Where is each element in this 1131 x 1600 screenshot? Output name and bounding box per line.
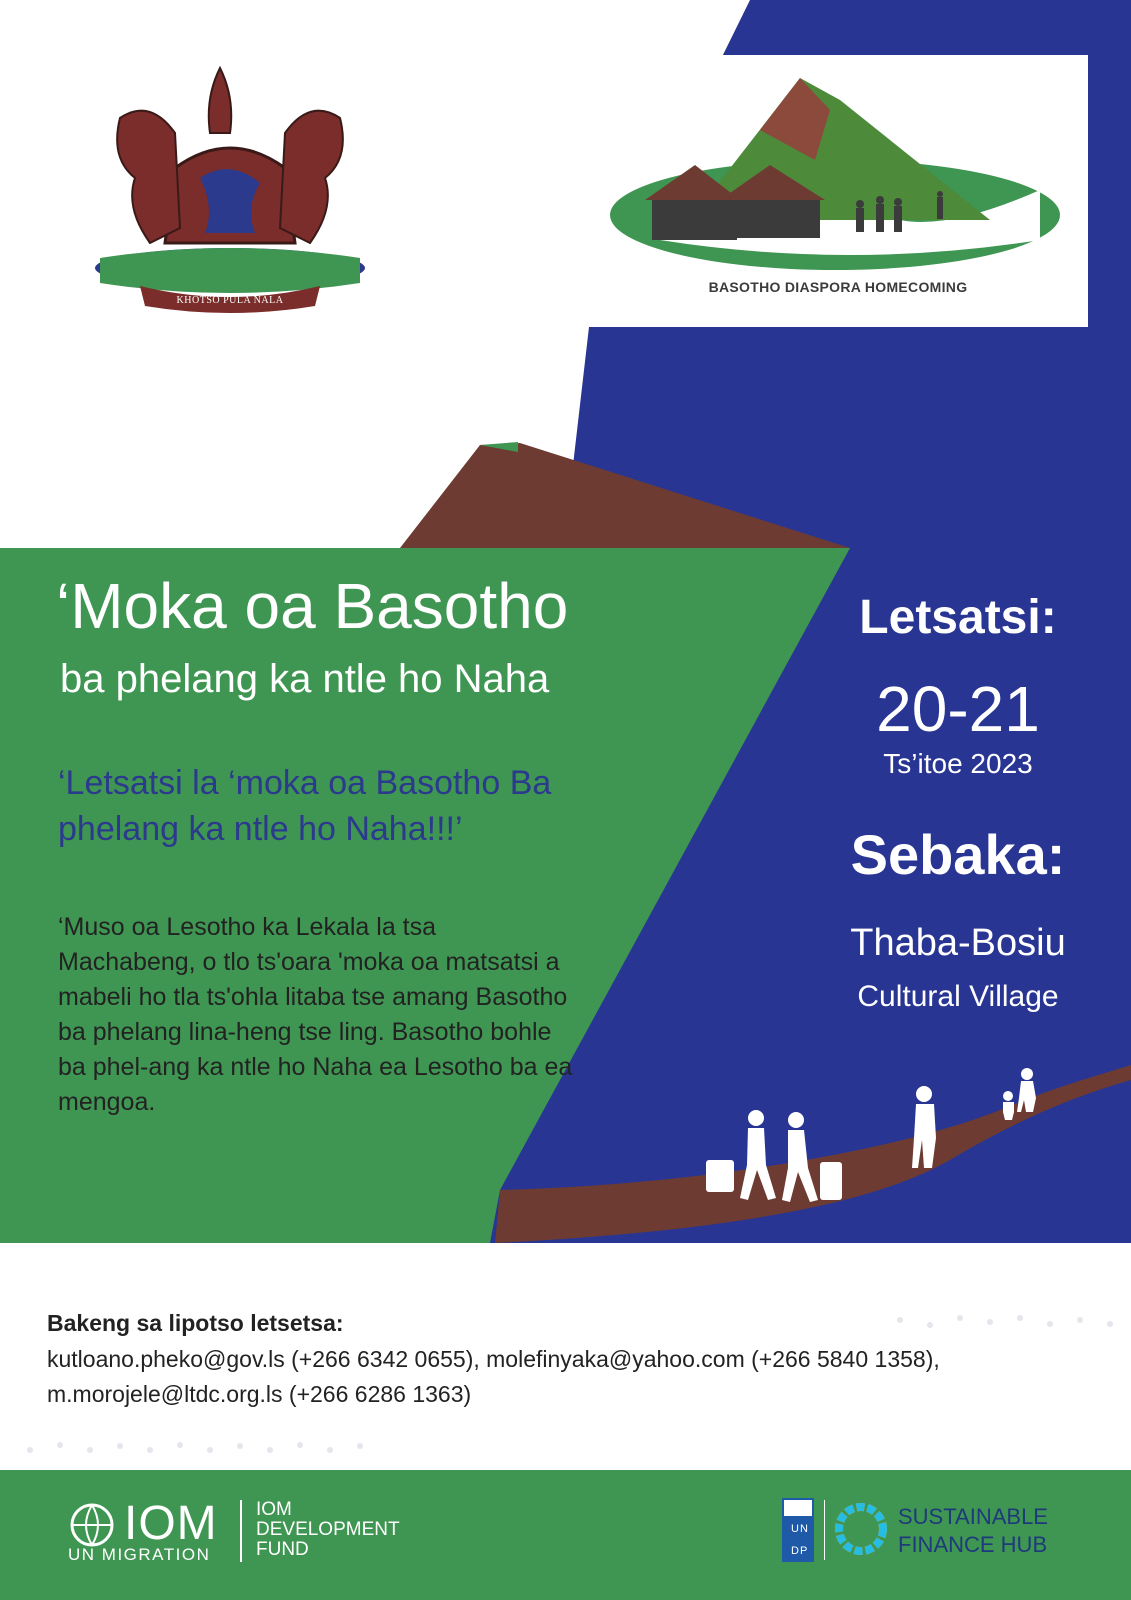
sustainable-finance-hub [898,1503,1098,1559]
date-value: 20-21 [876,673,1040,745]
sfh-line1: SUSTAINABLE [898,1504,1048,1529]
iom-logo-subtitle: UN MIGRATION [68,1545,211,1564]
main-subtitle: ba phelang ka ntle ho Naha [60,657,550,701]
main-title: ‘Moka oa Basotho [56,570,569,642]
coat-of-arms-emblem [80,58,380,320]
coat-of-arms-motto: KHOTSO PULA NALA [176,295,284,306]
iom-divider [240,1500,242,1562]
contact-details-line2[interactable]: m.morojele@ltdc.org.ls (+266 6286 1363) [47,1381,472,1407]
date-label: Letsatsi: [859,591,1057,644]
event-description: ‘Muso oa Lesotho ka Lekala la tsa Machabeng, o tlo ts'oara 'moka oa matsatsi a mabeli ho tla ts'ohla litaba tse amang Basotho ba phelang lina-heng tse ling. Basotho bohle ba phel-ang ka ntle ho Naha ea Lesotho ba ea mengoa. [58,913,573,1116]
event-quote: ‘Letsatsi la ‘moka oa Basotho Ba phelang ka ntle ho Naha!!!’ [58,764,552,848]
date-month: Ts’itoe 2023 [883,748,1033,779]
sfh-divider [824,1500,825,1560]
homecoming-mountain-logo [600,70,1070,280]
homecoming-caption: BASOTHO DIASPORA HOMECOMING [708,279,968,295]
contact-heading: Bakeng sa lipotso letsetsa: [47,1310,344,1336]
iom-globe-icon [68,1501,116,1549]
contact-details-line1[interactable]: kutloano.pheko@gov.ls (+266 6342 0655), molefinyaka@yahoo.com (+266 5840 1358), [47,1346,940,1372]
venue-description: Cultural Village [857,980,1059,1013]
undp-letter-p: P [800,1545,808,1557]
undp-logo [782,1498,814,1562]
venue-name: Thaba-Bosiu [850,922,1066,964]
iom-logo-name: IOM [124,1497,218,1550]
undp-letter-n: N [800,1523,808,1535]
undp-letter-u: U [791,1523,799,1535]
sdg-wheel-icon [834,1502,888,1556]
sfh-line2: FINANCE HUB [898,1532,1048,1557]
venue-label: Sebaka: [850,823,1066,886]
iom-development-fund: IOM DEVELOPMENT FUND [256,1499,400,1560]
undp-letter-d: D [791,1545,799,1557]
